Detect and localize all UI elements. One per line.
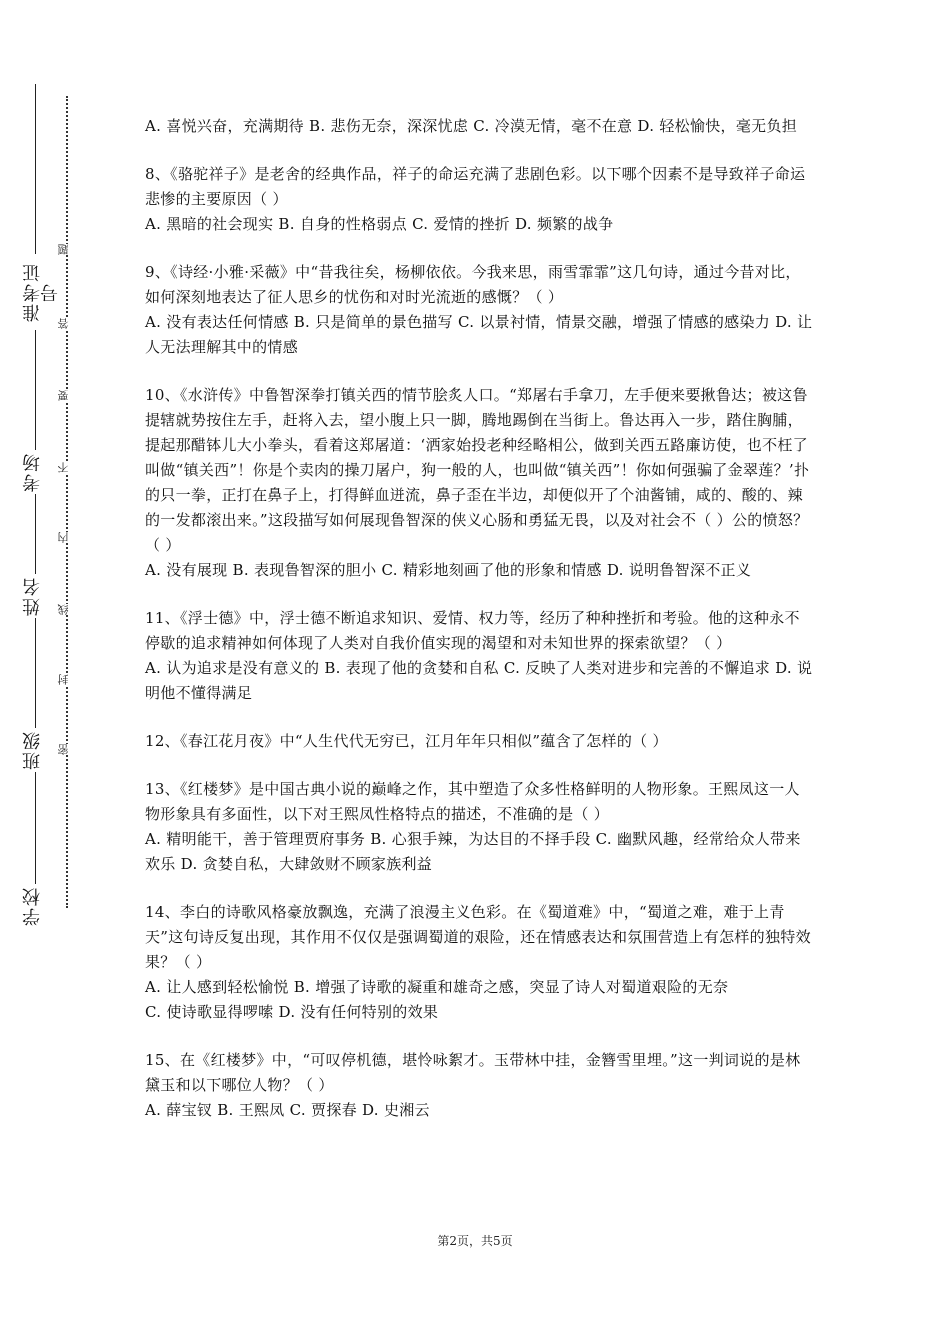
school-label: 学校 (22, 886, 43, 926)
question-stem: 10、《水浒传》中鲁智深拳打镇关西的情节脍炙人口。“郑屠右手拿刀，左手便来要揪鲁达；被这鲁提辖就势按住左手，赶将入去，望小腹上只一脚，腾地踢倒在当街上。鲁达再入一步，踏住胸脯，提起那醋钵儿大小拳头，看着这郑屠道：‘洒家始投老种经略相公，做到关西五路廉访使，也不枉了叫做“镇关西”！你是个卖肉的操刀屠户，狗一般的人，也叫做“镇关西”！你如何强骗了金翠莲？’扑的只一拳，正打在鼻子上，打得鲜血迸流，鼻子歪在半边，却便似开了个油酱铺，咸的、酸的、辣的一发都滚出来。”这段描写如何展现鲁智深的侠义心肠和勇猛无畏，以及对社会不（ ）公的愤怒？（ ） (145, 386, 810, 554)
question-item (145, 1048, 815, 1123)
question-item (145, 729, 815, 754)
question-item (145, 383, 815, 583)
name-label: 姓名 (22, 576, 43, 616)
answer-options: A. 喜悦兴奋，充满期待 B. 悲伤无奈，深深忧虑 C. 冷漠无情，毫不在意 D. 轻松愉快，毫无负担 (145, 117, 798, 135)
question-item (145, 162, 815, 237)
seal-word: 不 (58, 462, 74, 473)
exam-room-label: 考场 (22, 452, 43, 492)
school-line (35, 772, 36, 884)
question-stem: 8、《骆驼祥子》是老舍的经典作品，祥子的命运充满了悲剧色彩。以下哪个因素不是导致祥子命运悲惨的主要原因（ ） (145, 165, 806, 208)
answer-options: A. 薛宝钗 B. 王熙凤 C. 贾探春 D. 史湘云 (145, 1101, 430, 1119)
question-item (145, 260, 815, 360)
answer-options: A. 认为追求是没有意义的 B. 表现了他的贪婪和自私 C. 反映了人类对进步和完善的不懈追求 D. 说明他不懂得满足 (145, 659, 813, 702)
question-stem: 11、《浮士德》中，浮士德不断追求知识、爱情、权力等，经历了种种挫折和考验。他的这种永不停歇的追求精神如何体现了人类对自我价值实现的渴望和对未知世界的探索欲望？（ ） (145, 609, 800, 652)
seal-dotted-line (66, 96, 68, 908)
seal-word: 密 (58, 744, 74, 755)
question-item (145, 114, 815, 139)
binding-margin (0, 0, 70, 1344)
name-line (35, 494, 36, 574)
class-line (35, 618, 36, 728)
answer-options: A. 精明能干，善于管理贾府事务 B. 心狠手辣，为达目的不择手段 C. 幽默风趣，经常给众人带来欢乐 D. 贪婪自私，大肆敛财不顾家族利益 (145, 830, 801, 873)
question-list (145, 114, 815, 1146)
seal-word: 内 (58, 532, 74, 543)
exam-number-line (35, 84, 36, 254)
question-stem: 14、李白的诗歌风格豪放飘逸，充满了浪漫主义色彩。在《蜀道难》中，“蜀道之难，难于上青天”这句诗反复出现，其作用不仅仅是强调蜀道的艰险，还在情感表达和氛围营造上有怎样的独特效果？（ ） (145, 903, 811, 971)
seal-word: 题 (58, 244, 74, 255)
seal-word: 线 (58, 604, 74, 615)
seal-word: 封 (58, 674, 74, 685)
question-stem: 15、在《红楼梦》中，“可叹停机德，堪怜咏絮才。玉带林中挂，金簪雪里埋。”这一判词说的是林黛玉和以下哪位人物？（ ） (145, 1051, 801, 1094)
question-item (145, 606, 815, 706)
question-item (145, 900, 815, 1025)
answer-options: C. 使诗歌显得啰嗦 D. 没有任何特别的效果 (145, 1003, 439, 1021)
page-number: 第2页，共5页 (437, 1234, 513, 1248)
answer-options: A. 黑暗的社会现实 B. 自身的性格弱点 C. 爱情的挫折 D. 频繁的战争 (145, 215, 614, 233)
question-stem: 12、《春江花月夜》中“人生代代无穷已，江月年年只相似”蕴含了怎样的（ ） (145, 732, 668, 750)
question-item (145, 777, 815, 877)
answer-options: A. 没有表达任何情感 B. 只是简单的景色描写 C. 以景衬情，情景交融，增强了情感的感染力 D. 让人无法理解其中的情感 (145, 313, 813, 356)
answer-options: A. 让人感到轻松愉悦 B. 增强了诗歌的凝重和雄奇之感，突显了诗人对蜀道艰险的无奈 (145, 978, 729, 996)
question-stem: 9、《诗经·小雅·采薇》中“昔我往矣，杨柳依依。今我来思，雨雪霏霏”这几句诗，通过今昔对比，如何深刻地表达了征人思乡的忧伤和对时光流逝的感慨？（ ） (145, 263, 801, 306)
exam-room-line (35, 330, 36, 450)
question-stem: 13、《红楼梦》是中国古典小说的巅峰之作，其中塑造了众多性格鲜明的人物形象。王熙凤这一人物形象具有多面性，以下对王熙凤性格特点的描述，不准确的是（ ） (145, 780, 800, 823)
answer-options: A. 没有展现 B. 表现鲁智深的胆小 C. 精彩地刻画了他的形象和情感 D. 说明鲁智深不正义 (145, 561, 752, 579)
seal-word: 答 (58, 318, 74, 329)
exam-number-label: 准考证号 (22, 262, 61, 322)
seal-word: 要 (58, 390, 74, 401)
class-label: 班级 (22, 730, 43, 770)
